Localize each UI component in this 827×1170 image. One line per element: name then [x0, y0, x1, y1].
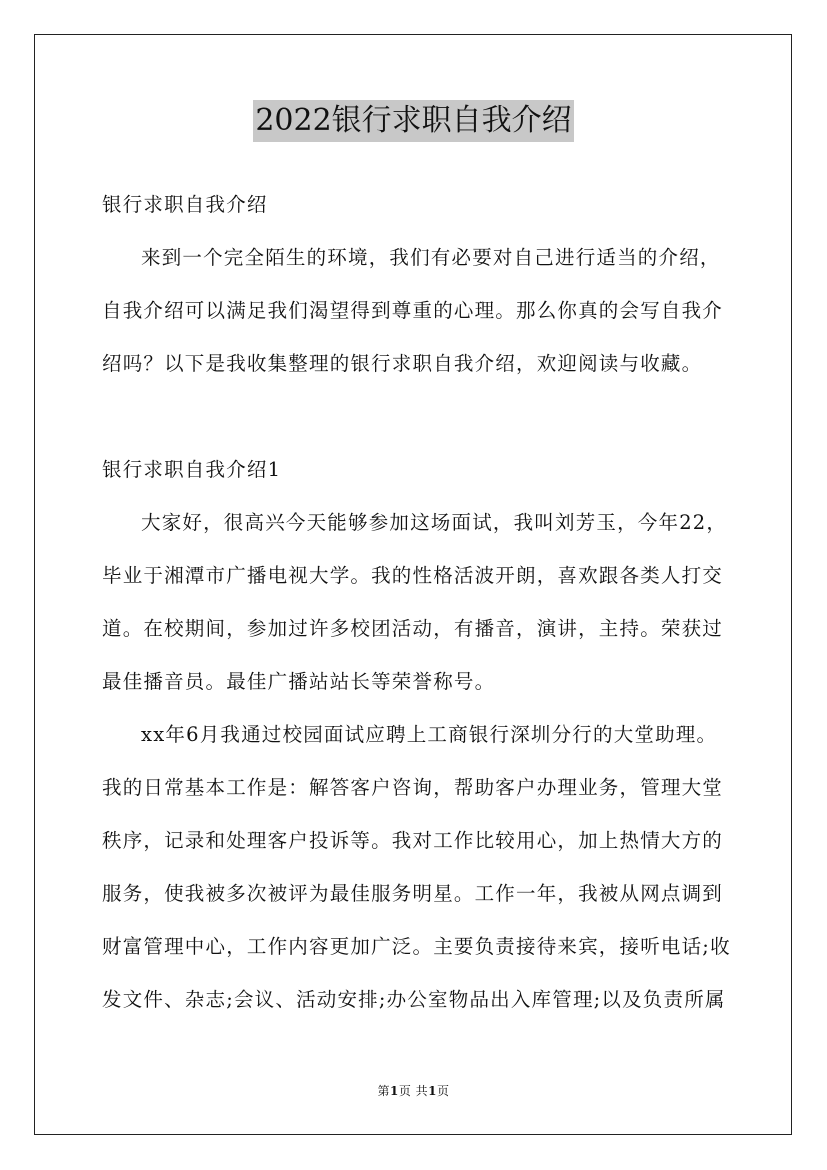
paragraph-spacer [102, 390, 732, 443]
footer-page-total: 1 [428, 1084, 438, 1098]
page-footer [0, 1083, 827, 1099]
footer-page-current: 1 [389, 1084, 399, 1098]
footer-page-prefix: 第 [377, 1084, 390, 1098]
section1-paragraph-1: 大家好，很高兴今天能够参加这场面试，我叫刘芳玉，今年22，毕业于湘潭市广播电视大学。我的性格活波开朗，喜欢跟各类人打交道。在校期间，参加过许多校团活动，有播音，演讲，主持。荣获过最佳播音员。最佳广播站站长等荣誉称号。 [102, 511, 728, 693]
title-container [0, 100, 827, 142]
intro-heading: 银行求职自我介绍 [102, 193, 268, 216]
section1-heading: 银行求职自我介绍1 [102, 458, 282, 481]
intro-paragraph: 来到一个完全陌生的环境，我们有必要对自己进行适当的介绍，自我介绍可以满足我们渴望得到尊重的心理。那么你真的会写自我介绍吗？以下是我收集整理的银行求职自我介绍，欢迎阅读与收藏。 [102, 246, 724, 375]
footer-page-suffix: 页 [437, 1084, 450, 1098]
section1-paragraph-2: xx年6月我通过校园面试应聘上工商银行深圳分行的大堂助理。我的日常基本工作是：解答客户咨询，帮助客户办理业务，管理大堂秩序，记录和处理客户投诉等。我对工作比较用心，加上热情大方的服务，使我被多次被评为最佳服务明星。工作一年，我被从网点调到财富管理中心，工作内容更加广泛。主要负责接待来宾，接听电话;收发文件、杂志;会议、活动安排;办公室物品出入库管理;以及负责所属 [102, 723, 731, 1011]
footer-page-mid: 页 共 [398, 1084, 429, 1098]
document-body [102, 178, 732, 1026]
document-title: 2022银行求职自我介绍 [253, 100, 573, 142]
